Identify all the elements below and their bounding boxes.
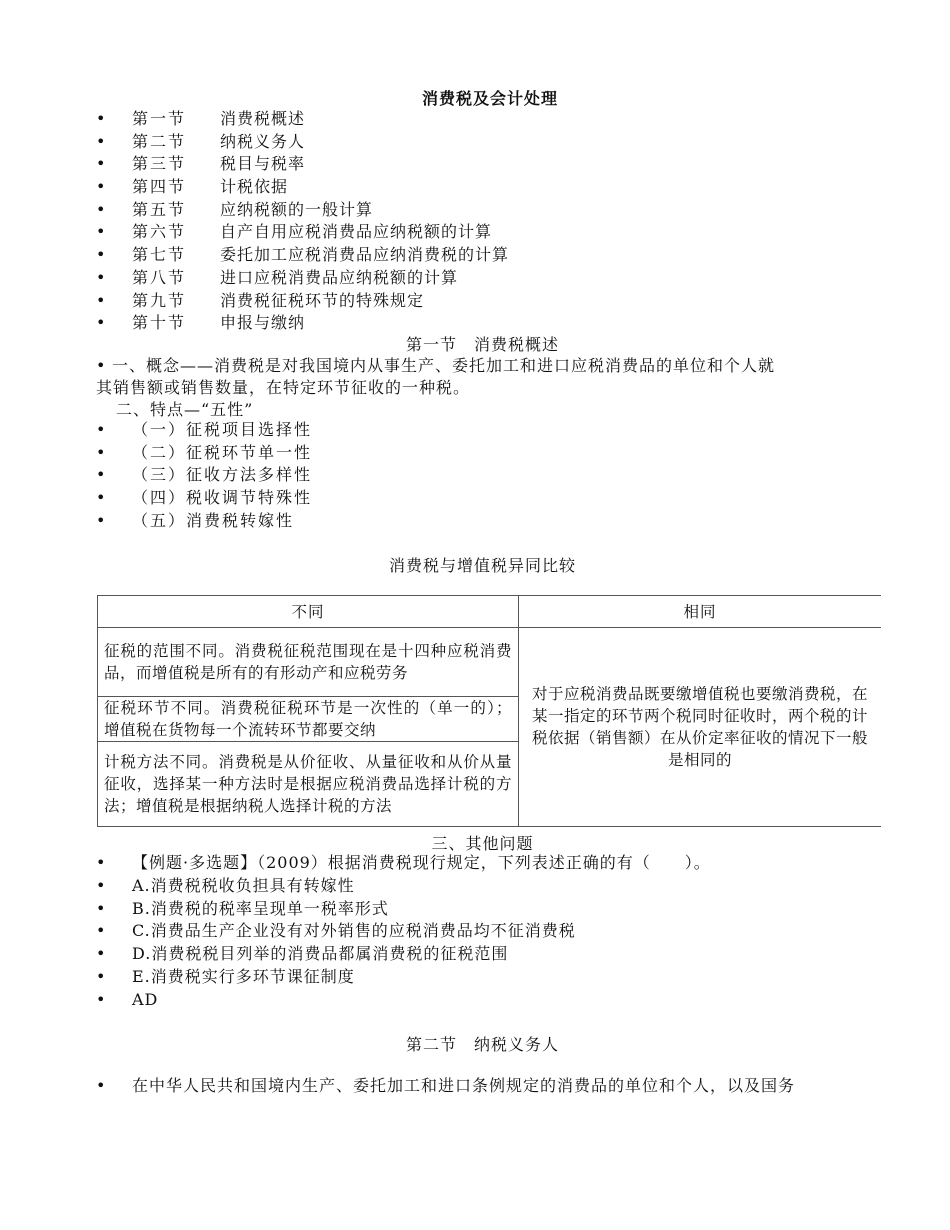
list-item-text: B.消费税的税率呈现单一税率形式 xyxy=(132,898,389,918)
list-item-text: E.消费税实行多环节课征制度 xyxy=(132,966,355,986)
toc-item-number: 第二节 xyxy=(132,131,187,151)
toc-item-number: 第五节 xyxy=(132,199,187,219)
bullet-icon: • xyxy=(96,966,106,986)
bullet-icon: • xyxy=(96,290,106,310)
bullet-icon: • xyxy=(96,245,106,265)
bullet-icon: • xyxy=(96,313,106,333)
section2-line xyxy=(96,1075,896,1097)
toc-item-number: 第三节 xyxy=(132,154,187,174)
table-cell-same: 对于应税消费品既要缴增值税也要缴消费税，在某一指定的环节两个税同时征收时，两个税的计税依据（销售额）在从价定率征收的情况下一般是相同的 xyxy=(519,628,882,827)
toc-item-number: 第七节 xyxy=(132,245,187,265)
toc-item-label: 应纳税额的一般计算 xyxy=(220,199,374,219)
table-cell-difference: 征税的范围不同。消费税征税范围现在是十四种应税消费品，而增值税是所有的有形动产和应税劳务 xyxy=(98,628,519,697)
section2-paragraph xyxy=(96,1075,896,1097)
bullet-icon: • xyxy=(96,875,106,895)
bullet-icon: • xyxy=(96,267,106,287)
list-item-text: 【例题·多选题】（2009）根据消费税现行规定，下列表述正确的有（ ）。 xyxy=(132,853,711,872)
list-item-text: （四）税收调节特殊性 xyxy=(132,488,313,508)
bullet-icon: • xyxy=(96,1076,107,1095)
list-item-text: （一）征税项目选择性 xyxy=(132,420,313,439)
list-item-text: （三）征收方法多样性 xyxy=(132,465,313,485)
bullet-icon: • xyxy=(96,853,106,872)
toc-item-label: 委托加工应税消费品应纳消费税的计算 xyxy=(220,245,510,265)
bullet-icon: • xyxy=(96,356,107,375)
toc-item-number: 第一节 xyxy=(132,109,187,128)
table-caption: 消费税与增值税异同比较 xyxy=(388,556,576,575)
section2-text: 在中华人民共和国境内生产、委托加工和进口条例规定的消费品的单位和个人，以及国务 xyxy=(132,1076,796,1095)
concept-line: 其销售额或销售数量，在特定环节征收的一种税。 xyxy=(96,378,471,397)
toc-item-number: 第四节 xyxy=(132,177,187,197)
section-heading: 三、其他问题 xyxy=(431,834,534,853)
bullet-icon: • xyxy=(96,442,108,462)
concept-line xyxy=(96,355,876,377)
header-same: 相同 xyxy=(519,596,882,628)
header-different: 不同 xyxy=(98,596,519,628)
bullet-icon: • xyxy=(96,420,108,439)
toc-item-label: 消费税征税环节的特殊规定 xyxy=(220,290,425,310)
list-item-text: AD xyxy=(132,989,159,1009)
bullet-icon: • xyxy=(96,488,108,508)
toc-item-label: 消费税概述 xyxy=(220,109,306,128)
bullet-icon: • xyxy=(96,465,108,485)
toc-item-number: 第六节 xyxy=(132,222,187,242)
bullet-icon: • xyxy=(96,154,106,174)
list-item-text: D.消费税税目列举的消费品都属消费税的征税范围 xyxy=(132,944,509,964)
toc-item-label: 申报与缴纳 xyxy=(220,313,306,333)
bullet-icon: • xyxy=(96,510,108,530)
toc-item-label: 纳税义务人 xyxy=(220,131,306,151)
toc-item-number: 第十节 xyxy=(132,313,187,333)
bullet-icon: • xyxy=(96,989,106,1009)
bullet-icon: • xyxy=(96,921,106,941)
table-cell-difference: 征税环节不同。消费税征税环节是一次性的（单一的）；增值税在货物每一个流转环节都要交纳 xyxy=(98,697,519,742)
bullet-icon: • xyxy=(96,177,106,197)
bullet-icon: • xyxy=(96,199,106,219)
document-title: 消费税及会计处理 xyxy=(421,89,558,108)
bullet-icon: • xyxy=(96,222,106,242)
features-heading: 二、特点—“五性” xyxy=(116,400,254,419)
toc-item-label: 税目与税率 xyxy=(220,154,306,174)
bullet-icon: • xyxy=(96,131,106,151)
comparison-table xyxy=(97,595,881,827)
section-heading: 第一节 消费税概述 xyxy=(405,335,559,354)
toc-item-number: 第八节 xyxy=(132,267,187,287)
bullet-icon: • xyxy=(96,898,106,918)
list-item-text: C.消费品生产企业没有对外销售的应税消费品均不征消费税 xyxy=(132,921,576,941)
section-heading: 第二节 纳税义务人 xyxy=(405,1035,559,1054)
toc-item-number: 第九节 xyxy=(132,290,187,310)
table-cell-difference: 计税方法不同。消费税是从价征收、从量征收和从价从量征收，选择某一种方法时是根据应税消费品选择计税的方法；增值税是根据纳税人选择计税的方法 xyxy=(98,742,519,827)
list-item-text: （二）征税环节单一性 xyxy=(132,442,313,462)
bullet-icon: • xyxy=(96,109,106,128)
concept-paragraph xyxy=(96,355,876,399)
toc-item-label: 自产自用应税消费品应纳税额的计算 xyxy=(220,222,493,242)
table-header-row xyxy=(98,596,882,628)
concept-text: 一、概念——消费税是对我国境内从事生产、委托加工和进口应税消费品的单位和个人就 xyxy=(112,356,776,375)
toc-item-label: 计税依据 xyxy=(220,177,289,197)
list-item-text: （五）消费税转嫁性 xyxy=(132,510,295,530)
toc-item-label: 进口应税消费品应纳税额的计算 xyxy=(220,267,459,287)
list-item-text: A.消费税税收负担具有转嫁性 xyxy=(132,875,355,895)
bullet-icon: • xyxy=(96,944,106,964)
table-row xyxy=(98,628,882,697)
